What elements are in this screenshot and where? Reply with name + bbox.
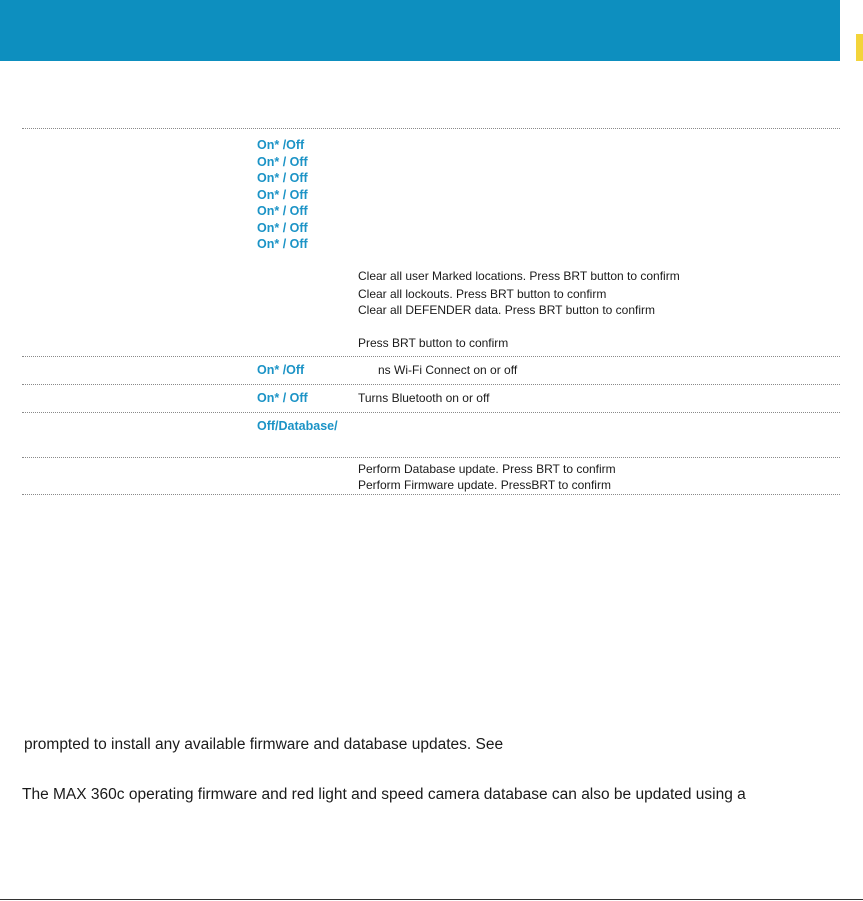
table-divider: [22, 494, 840, 495]
toggle-option: On* / Off: [257, 171, 308, 185]
header-bar: [0, 0, 840, 61]
table-divider: [22, 384, 840, 385]
clear-defender-description: Clear all DEFENDER data. Press BRT button to confirm: [358, 303, 655, 317]
toggle-option: On* / Off: [257, 204, 308, 218]
reset-description: Press BRT button to confirm: [358, 336, 509, 350]
wifi-description: ns Wi-Fi Connect on or off: [378, 363, 518, 377]
toggle-option: On* /Off: [257, 138, 305, 152]
firmware-update-description: Perform Firmware update. PressBRT to confirm: [358, 478, 611, 492]
footer-rule: [0, 899, 863, 900]
bluetooth-option: On* / Off: [257, 391, 308, 405]
clear-marked-description: Clear all user Marked locations. Press BRT button to confirm: [358, 269, 680, 283]
table-divider: [22, 128, 840, 129]
database-update-description: Perform Database update. Press BRT to confirm: [358, 462, 616, 476]
body-paragraph-line: prompted to install any available firmware and database updates. See: [24, 736, 504, 753]
table-divider: [22, 412, 840, 413]
toggle-option: On* / Off: [257, 220, 308, 235]
table-divider: [22, 457, 840, 458]
update-option: Off/Database/: [257, 419, 338, 433]
bluetooth-description: Turns Bluetooth on or off: [358, 391, 490, 405]
table-divider: [22, 356, 840, 357]
toggle-option: On* / Off: [257, 237, 308, 251]
page-edge-tab: [856, 34, 863, 61]
body-paragraph-line: The MAX 360c operating firmware and red light and speed camera database can also be updated using a: [22, 786, 746, 803]
clear-lockouts-description: Clear all lockouts. Press BRT button to confirm: [358, 287, 607, 301]
toggle-option: On* / Off: [257, 187, 308, 202]
wifi-option: On* /Off: [257, 363, 305, 377]
toggle-option: On* / Off: [257, 154, 308, 169]
